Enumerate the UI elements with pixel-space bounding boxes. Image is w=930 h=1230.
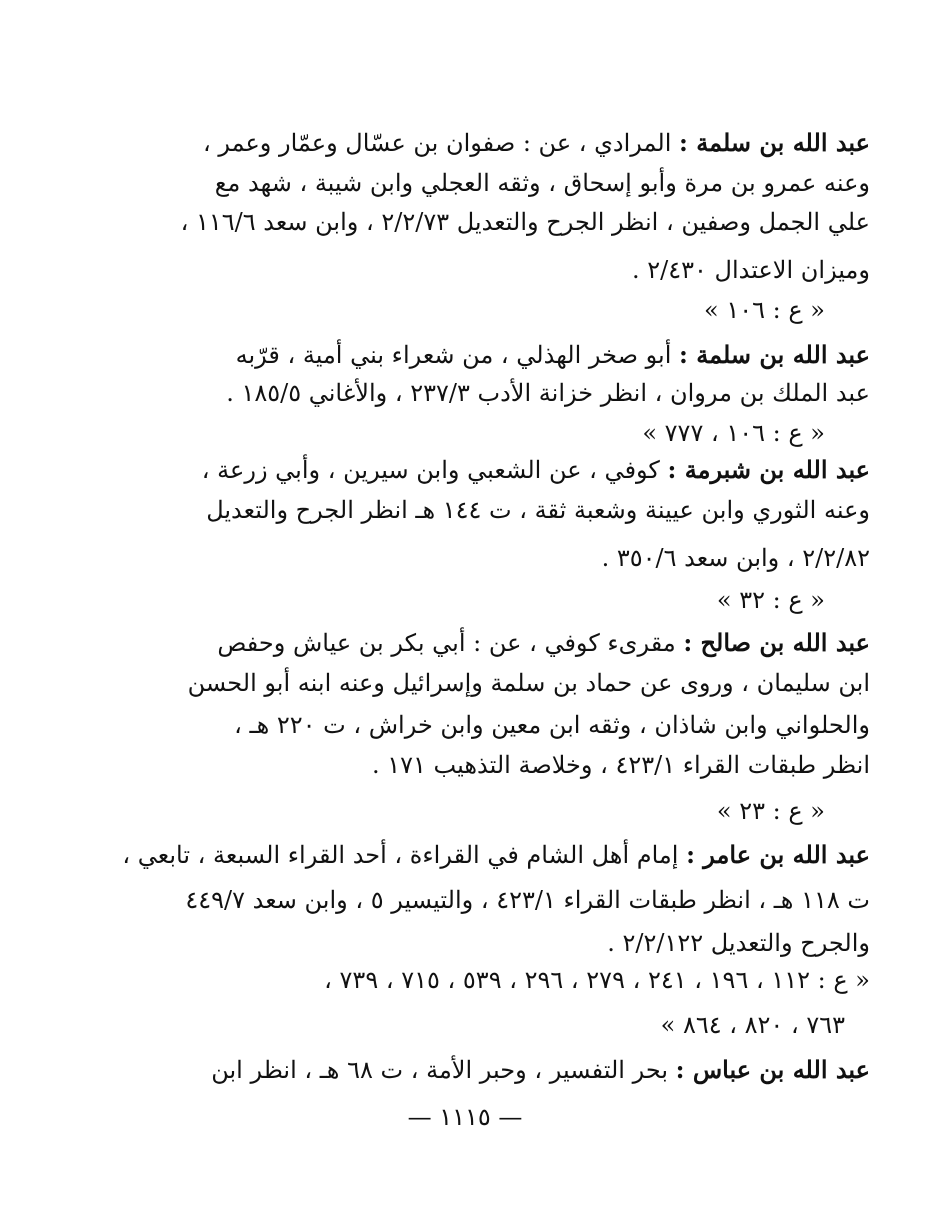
reference-line — [717, 585, 825, 615]
reference-line — [642, 418, 825, 448]
entry-text: ٢/٢/٨٢ ، وابن سعد ٣٥٠/٦ . — [601, 544, 870, 572]
entry-text: وميزان الاعتدال ٢/٤٣٠ . — [631, 256, 870, 284]
entry-text: عبد الملك بن مروان ، انظر خزانة الأدب ٢٣٧/٣ ، والأغاني ١٨٥/٥ . — [226, 379, 870, 407]
entry-line — [181, 207, 870, 237]
entry-line — [607, 928, 870, 958]
entry-heading: عبد الله بن سلمة : — [679, 340, 870, 369]
entry-text: وعنه عمرو بن مرة وأبو إسحاق ، وثقه العجلي وابن شيبة ، شهد مع — [214, 169, 870, 197]
entry-line — [236, 340, 870, 370]
entry-text: بحر التفسير ، وحبر الأمة ، ت ٦٨ هـ ، انظر ابن — [211, 1056, 676, 1084]
entry-text: والحلواني وابن شاذان ، وثقه ابن معين وابن خراش ، ت ٢٢٠ هـ ، — [234, 711, 870, 739]
entry-text: أبو صخر الهذلي ، من شعراء بني أمية ، قرّبه — [235, 341, 680, 369]
reference-line — [717, 796, 825, 826]
entry-line — [217, 628, 870, 658]
entry-heading: عبد الله بن شبرمة : — [667, 455, 870, 484]
entry-line — [185, 885, 870, 915]
entry-text: ابن سليمان ، وروى عن حماد بن سلمة وإسرائيل وعنه ابنه أبو الحسن — [187, 669, 870, 697]
entry-line — [188, 668, 870, 698]
entry-line — [206, 495, 870, 525]
entry-line — [372, 750, 870, 780]
entry-text: مقرىء كوفي ، عن : أبي بكر بن عياش وحفص — [217, 629, 684, 657]
entry-heading: عبد الله بن عامر : — [686, 840, 870, 869]
entry-text: المرادي ، عن : صفوان بن عسّال وعمّار وعمر ، — [202, 129, 680, 157]
reference-text: « ع : ١١٢ ، ١٩٦ ، ٢٤١ ، ٢٧٩ ، ٢٩٦ ، ٥٣٩ ، ٧١٥ ، ٧٣٩ ، — [324, 966, 870, 994]
reference-text: ٧٦٣ ، ٨٢٠ ، ٨٦٤ » — [660, 1011, 845, 1039]
entry-line — [215, 168, 870, 198]
reference-line — [661, 1010, 845, 1040]
entry-text: انظر طبقات القراء ٤٢٣/١ ، وخلاصة التذهيب ١٧١ . — [371, 751, 870, 779]
page-number: — ١١١٥ — — [407, 1103, 523, 1131]
entry-line — [203, 128, 870, 158]
entry-text: والجرح والتعديل ٢/٢/١٢٢ . — [607, 929, 870, 957]
entry-text: إمام أهل الشام في القراءة ، أحد القراء السبعة ، تابعي ، — [122, 841, 687, 869]
entry-line — [122, 840, 870, 870]
entry-line — [202, 455, 870, 485]
entry-text: كوفي ، عن الشعبي وابن سيرين ، وأبي زرعة ، — [201, 456, 668, 484]
entry-heading: عبد الله بن عباس : — [675, 1055, 870, 1084]
entry-text: ت ١١٨ هـ ، انظر طبقات القراء ٤٢٣/١ ، والتيسير ٥ ، وابن سعد ٤٤٩/٧ — [185, 886, 870, 914]
entry-text: وعنه الثوري وابن عيينة وشعبة ثقة ، ت ١٤٤ هـ انظر الجرح والتعديل — [206, 496, 870, 524]
entry-text: علي الجمل وصفين ، انظر الجرح والتعديل ٢/٢/٧٣ ، وابن سعد ١١٦/٦ ، — [180, 208, 870, 236]
reference-text: « ع : ٣٢ » — [716, 586, 825, 614]
entry-line — [211, 1055, 870, 1085]
reference-text: « ع : ٢٣ » — [716, 797, 825, 825]
entry-line — [226, 378, 870, 408]
entry-heading: عبد الله بن صالح : — [683, 628, 870, 657]
entry-line — [632, 255, 870, 285]
reference-text: « ع : ١٠٦ » — [704, 296, 825, 324]
reference-line — [704, 295, 825, 325]
reference-text: « ع : ١٠٦ ، ٧٧٧ » — [642, 419, 825, 447]
entry-line — [602, 543, 870, 573]
entry-line — [234, 710, 870, 740]
entry-heading: عبد الله بن سلمة : — [679, 128, 870, 157]
reference-line — [324, 965, 870, 995]
